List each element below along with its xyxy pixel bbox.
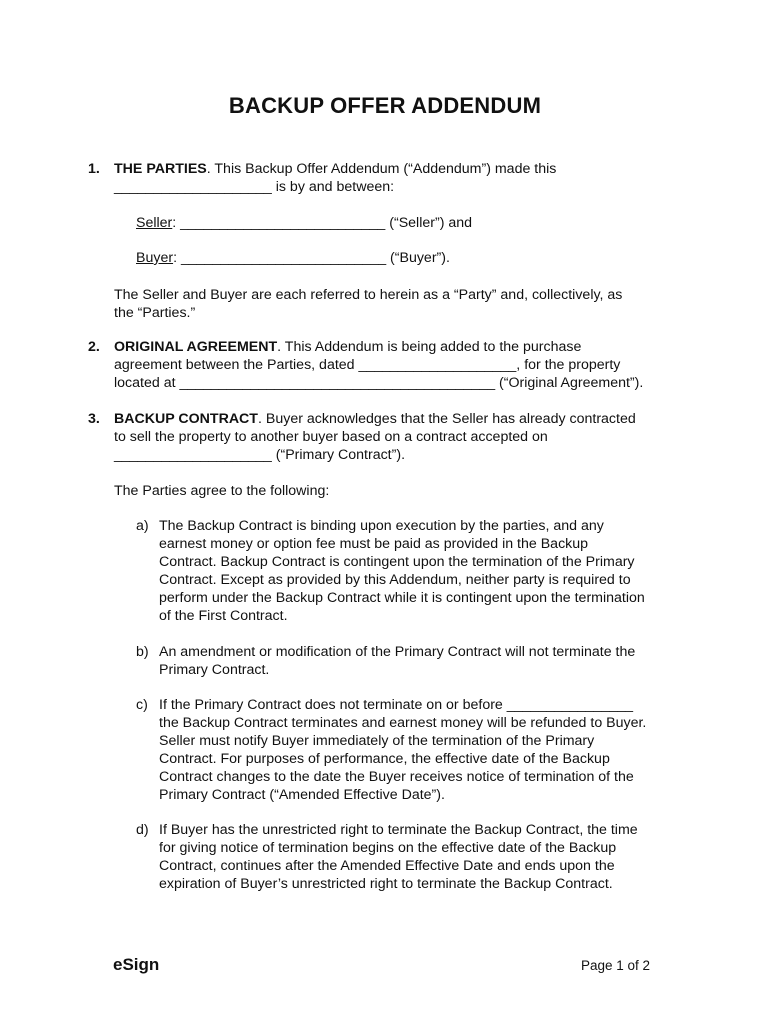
item-line: The Backup Contract is binding upon execution by the parties, and any [159,518,604,534]
item-line: Contract, continues after the Amended Effective Date and ends upon the [159,858,615,874]
section-text: to sell the property to another buyer based on a contract accepted on [114,429,548,445]
item-line: Seller must notify Buyer immediately of the termination of the Primary [159,733,595,749]
list-item [136,517,696,625]
section-text: agreement between the Parties, dated ____________________, for the property [114,357,621,373]
list-item [136,643,696,679]
page-number: Page 1 of 2 [581,958,651,973]
document-title: BACKUP OFFER ADDENDUM [228,93,542,118]
item-line: for giving notice of termination begins on the effective date of the Backup [159,840,617,856]
agree-text: The Parties agree to the following: [114,483,330,499]
item-line: of the First Contract. [159,608,288,624]
paragraph-line: the “Parties.” [114,305,196,321]
buyer-blank: : __________________________ (“Buyer”). [173,250,450,266]
item-label: a) [136,518,149,534]
section-heading: BACKUP CONTRACT [114,411,258,427]
buyer-label: Buyer [136,250,174,266]
paragraph-line: The Seller and Buyer are each referred to herein as a “Party” and, collectively, as [114,287,623,303]
item-line: Primary Contract (“Amended Effective Date”). [159,787,445,803]
section-text: located at ________________________________________ (“Original Agreement”). [114,375,644,391]
item-line: earnest money or option fee must be paid as provided in the Backup [159,536,589,552]
section-text: ____________________ is by and between: [114,179,395,195]
section-text: . This Backup Offer Addendum (“Addendum”) made this [206,161,557,177]
seller-line [136,214,472,232]
seller-label: Seller [136,215,173,231]
section-heading: ORIGINAL AGREEMENT [114,339,278,355]
section-parties [88,160,688,196]
buyer-line [136,249,450,267]
section-original-agreement [88,338,688,392]
item-line: Contract. Backup Contract is contingent upon the termination of the Primary [159,554,635,570]
section-text: . Buyer acknowledges that the Seller has already contracted [257,411,636,427]
parties-paragraph [114,286,714,322]
list-item [136,821,696,893]
seller-blank: : __________________________ (“Seller”) and [172,215,473,231]
item-line: Contract. For purposes of performance, the effective date of the Backup [159,751,610,767]
section-backup-contract [88,410,688,464]
section-text: . This Addendum is being added to the purchase [277,339,582,355]
item-line: An amendment or modification of the Primary Contract will not terminate the [159,644,636,660]
item-line: Contract changes to the date the Buyer receives notice of termination of the [159,769,634,785]
section-text: ____________________ (“Primary Contract”). [114,447,406,463]
item-label: d) [136,822,149,838]
list-item [136,696,696,804]
item-label: b) [136,644,149,660]
section-number: 3. [88,411,100,427]
item-line: If the Primary Contract does not terminate on or before ________________ [159,697,634,713]
section-number: 1. [88,161,100,177]
item-label: c) [136,697,148,713]
item-line: the Backup Contract terminates and earnest money will be refunded to Buyer. [159,715,647,731]
section-heading: THE PARTIES [114,161,207,177]
item-line: expiration of Buyer’s unrestricted right to terminate the Backup Contract. [159,876,613,892]
esign-logo: eSign [113,955,160,974]
section-number: 2. [88,339,100,355]
item-line: perform under the Backup Contract while it is contingent upon the termination [159,590,645,606]
item-line: Contract. Except as provided by this Addendum, neither party is required to [159,572,631,588]
item-line: If Buyer has the unrestricted right to terminate the Backup Contract, the time [159,822,638,838]
item-line: Primary Contract. [159,662,270,678]
